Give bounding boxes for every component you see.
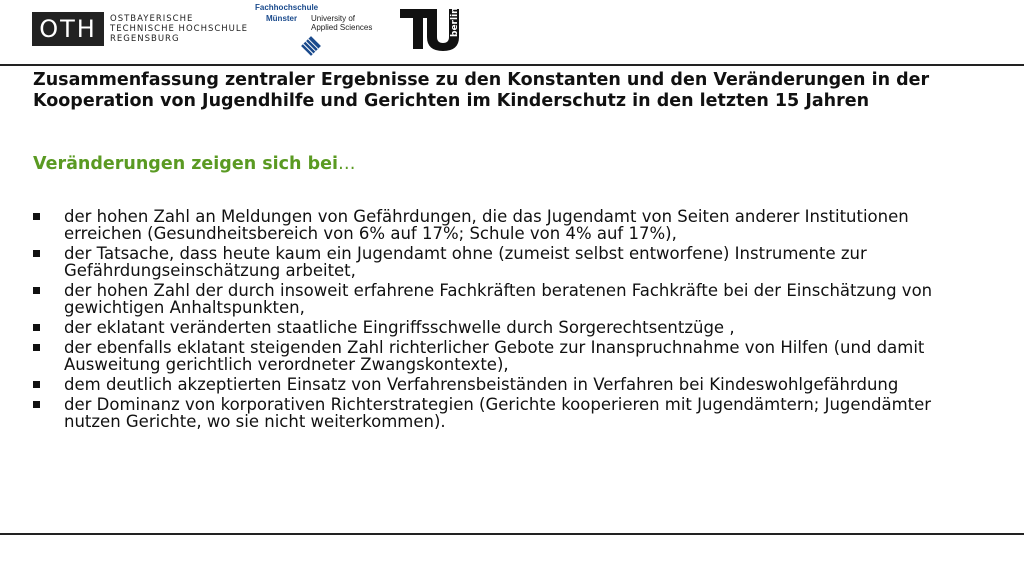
square-bullet-icon — [33, 213, 40, 220]
bullet-text: dem deutlich akzeptierten Einsatz von Verfahrensbeiständen in Verfahren bei Kindeswohlgefährdung — [64, 375, 899, 394]
fh-muenster-subtitle — [311, 14, 372, 32]
slide-subtitle-text: Veränderungen zeigen sich bei — [33, 154, 338, 174]
bullet-text: der Tatsache, dass heute kaum ein Jugendamt ohne (zumeist selbst entworfene) Instrumente zur Gefährdungseinschätzung arbeitet, — [64, 244, 867, 280]
top-divider — [0, 64, 1024, 66]
oth-logo-line: REGENSBURG — [110, 34, 180, 44]
square-bullet-icon — [33, 401, 40, 408]
bullet-list — [33, 208, 983, 433]
slide-title: Zusammenfassung zentraler Ergebnisse zu den Konstanten und den Veränderungen in der Kooperation von Jugendhilfe und Gerichten im Kinderschutz in den letzten 15 Jahren — [33, 70, 930, 111]
bullet-item — [33, 339, 983, 373]
fh-muenster-line1: Fachhochschule — [255, 3, 319, 12]
bullet-text: der ebenfalls eklatant steigenden Zahl richterlicher Gebote zur Inanspruchnahme von Hilfen (und damit Ausweitung gerichtlich verordneter Zwangskontexte), — [64, 338, 925, 374]
bullet-item — [33, 396, 983, 430]
oth-logo-mark: OTH — [39, 15, 97, 43]
bullet-item — [33, 319, 983, 336]
slide-subtitle — [33, 154, 355, 175]
tu-berlin-word: berlin — [450, 7, 460, 37]
fh-muenster-subtitle-line: University of — [311, 14, 356, 23]
square-bullet-icon — [33, 344, 40, 351]
square-bullet-icon — [33, 324, 40, 331]
bullet-text: der eklatant veränderten staatliche Eingriffsschwelle durch Sorgerechtsentzüge , — [64, 318, 735, 337]
square-bullet-icon — [33, 287, 40, 294]
bullet-text: der Dominanz von korporativen Richterstrategien (Gerichte kooperieren mit Jugendämtern; Jugendämter nutzen Gerichte, wo sie nicht weiterkommen). — [64, 395, 932, 431]
bullet-text: der hohen Zahl an Meldungen von Gefährdungen, die das Jugendamt von Seiten anderer Institutionen erreichen (Gesundheitsbereich von 6% auf 17%; Schule von 4% auf 17%), — [64, 207, 909, 243]
bullet-text: der hohen Zahl der durch insoweit erfahrene Fachkräften beratenen Fachkräfte bei der Einschätzung von gewichtigen Anhaltspunkten, — [64, 281, 933, 317]
bullet-item — [33, 376, 983, 393]
square-bullet-icon — [33, 381, 40, 388]
fh-muenster-line2: Münster — [266, 14, 298, 23]
oth-logo-line: OSTBAYERISCHE — [110, 14, 194, 24]
fh-muenster-logo-icon — [301, 36, 321, 56]
fh-muenster-subtitle-line: Applied Sciences — [311, 23, 373, 32]
bullet-item — [33, 245, 983, 279]
bullet-item — [33, 208, 983, 242]
tu-berlin-logo — [397, 7, 465, 51]
square-bullet-icon — [33, 250, 40, 257]
oth-logo — [32, 12, 104, 46]
bullet-item — [33, 282, 983, 316]
oth-logo-line: TECHNISCHE HOCHSCHULE — [110, 24, 249, 34]
bottom-divider — [0, 533, 1024, 535]
oth-logo-text — [110, 14, 248, 44]
logo-header — [0, 0, 1024, 62]
slide-subtitle-ellipsis: … — [337, 154, 356, 174]
